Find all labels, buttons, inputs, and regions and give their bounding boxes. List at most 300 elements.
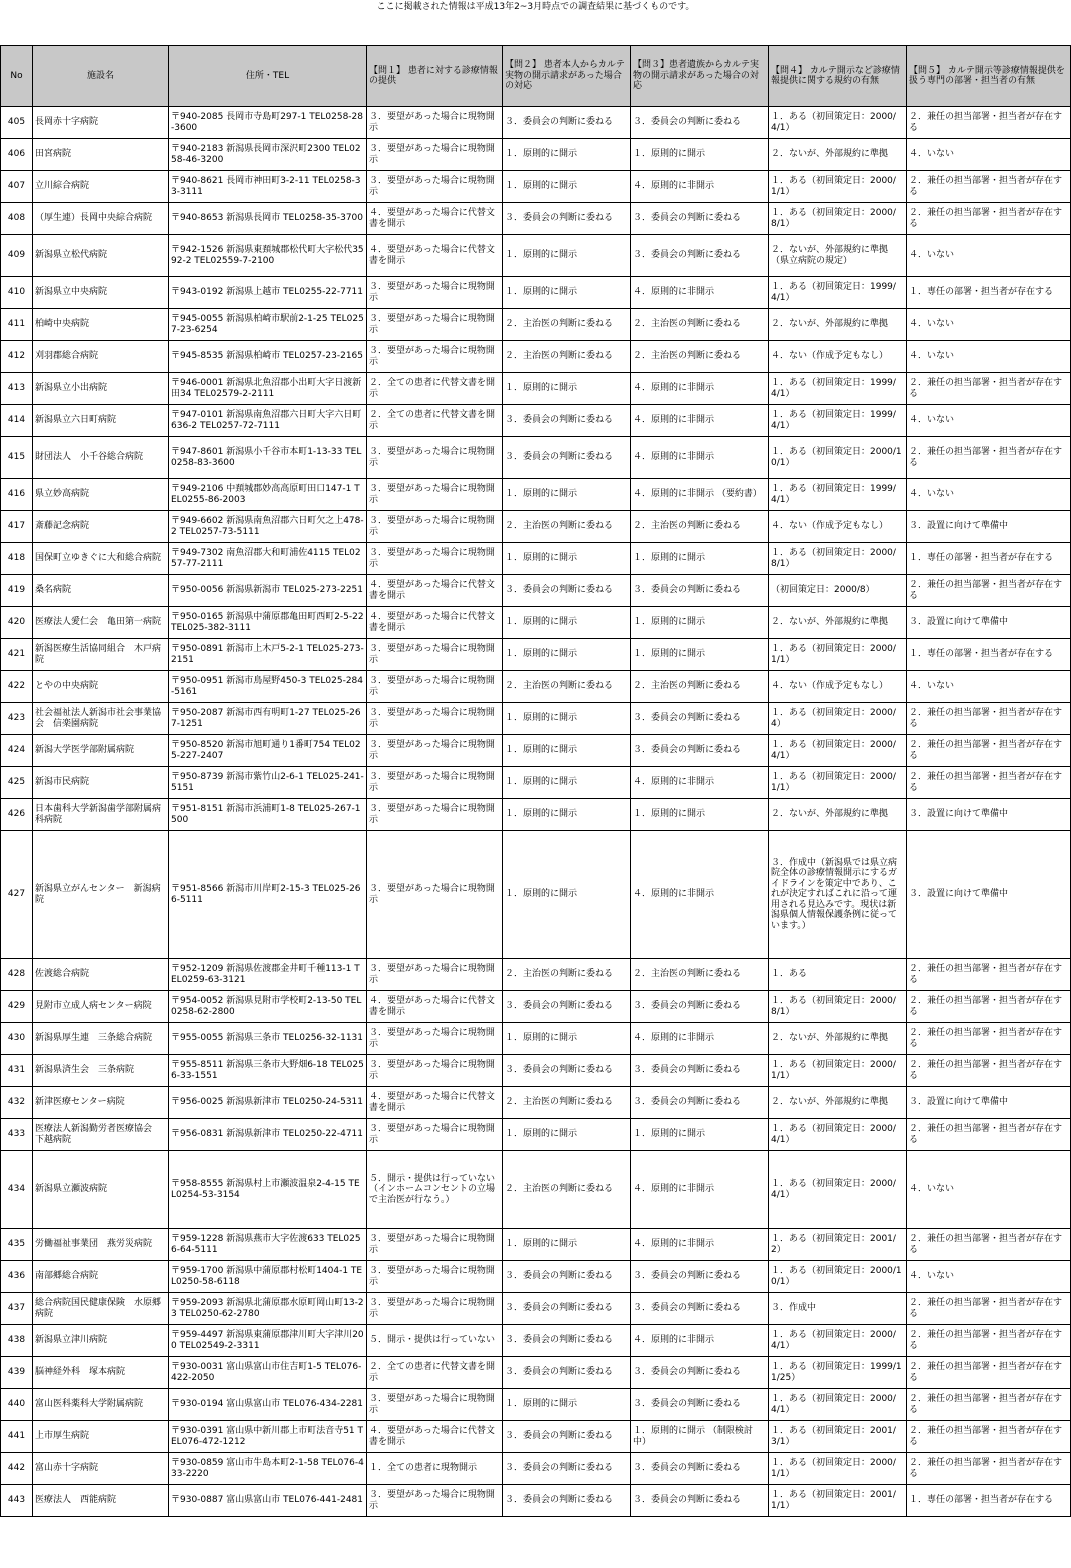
cell-q1: ３．要望があった場合に現物開示: [367, 1389, 503, 1421]
cell-q2: ３．委員会の判断に委ねる: [503, 1421, 631, 1453]
cell-addr: 〒950-8520 新潟市旭町通り1番町754 TEL025-227-2407: [169, 735, 367, 767]
cell-name: 新潟県立小出病院: [33, 373, 169, 405]
cell-q5: ２．兼任の担当部署・担当者が存在する: [907, 373, 1071, 405]
cell-no: 420: [1, 607, 33, 639]
cell-q4: １．ある（初回策定日：1999/4/1）: [769, 277, 907, 309]
cell-no: 423: [1, 703, 33, 735]
cell-no: 424: [1, 735, 33, 767]
table-row: [1, 703, 1071, 735]
cell-q1: ２．全ての患者に代替文書を開示: [367, 405, 503, 437]
cell-q3: ４．原則的に非開示: [631, 277, 769, 309]
cell-q5: ３．設置に向けて準備中: [907, 511, 1071, 543]
cell-q3: １．原則的に開示: [631, 1119, 769, 1151]
cell-q4: １．ある（初回策定日：2000/4/1）: [769, 1325, 907, 1357]
cell-no: 409: [1, 235, 33, 277]
cell-q5: １．専任の部署・担当者が存在する: [907, 277, 1071, 309]
cell-name: 新潟県立中央病院: [33, 277, 169, 309]
cell-q3: １．原則的に開示: [631, 607, 769, 639]
cell-q4: （初回策定日：2000/8）: [769, 575, 907, 607]
cell-no: 432: [1, 1087, 33, 1119]
cell-addr: 〒952-1209 新潟県佐渡郡金井町千種113-1 TEL0259-63-3121: [169, 959, 367, 991]
cell-addr: 〒930-0887 富山県富山市 TEL076-441-2481: [169, 1485, 367, 1517]
cell-name: 脳神経外科 塚本病院: [33, 1357, 169, 1389]
cell-q1: ４．要望があった場合に代替文書を開示: [367, 575, 503, 607]
cell-q1: ３．要望があった場合に現物開示: [367, 639, 503, 671]
cell-q3: ２．主治医の判断に委ねる: [631, 309, 769, 341]
cell-addr: 〒949-2106 中頚城郡妙高高原町田口147-1 TEL0255-86-2003: [169, 479, 367, 511]
cell-q5: ３．設置に向けて準備中: [907, 607, 1071, 639]
cell-name: 労働福祉事業団 燕労災病院: [33, 1229, 169, 1261]
cell-q4: ２．ないが、外部規約に準拠: [769, 309, 907, 341]
cell-name: 新潟大学医学部附属病院: [33, 735, 169, 767]
cell-q2: ２．主治医の判断に委ねる: [503, 959, 631, 991]
cell-q4: ４．ない（作成予定もなし）: [769, 671, 907, 703]
cell-addr: 〒942-1526 新潟県東頚城郡松代町大字松代3592-2 TEL02559-7-2100: [169, 235, 367, 277]
cell-addr: 〒959-2093 新潟県北蒲原郡水原町岡山町13-23 TEL0250-62-2780: [169, 1293, 367, 1325]
cell-q2: ２．主治医の判断に委ねる: [503, 341, 631, 373]
cell-q1: ５．開示・提供は行っていない（インホームコンセントの立場で主治医が行なう。）: [367, 1151, 503, 1229]
cell-q3: ４．原則的に非開示: [631, 1325, 769, 1357]
cell-no: 430: [1, 1023, 33, 1055]
cell-addr: 〒945-0055 新潟県柏崎市駅前2-1-25 TEL0257-23-6254: [169, 309, 367, 341]
cell-addr: 〒955-8511 新潟県三条市大野畑6-18 TEL0256-33-1551: [169, 1055, 367, 1087]
table-row: [1, 235, 1071, 277]
cell-addr: 〒959-1700 新潟県中蒲原郡村松町1404-1 TEL0250-58-6118: [169, 1261, 367, 1293]
table-row: [1, 575, 1071, 607]
cell-name: 新潟県立がんセンター 新潟病院: [33, 831, 169, 959]
cell-q2: ３．委員会の判断に委ねる: [503, 437, 631, 479]
cell-no: 407: [1, 171, 33, 203]
cell-q5: ２．兼任の担当部署・担当者が存在する: [907, 1229, 1071, 1261]
cell-q2: １．原則的に開示: [503, 479, 631, 511]
cell-addr: 〒956-0831 新潟県新津市 TEL0250-22-4711: [169, 1119, 367, 1151]
cell-q3: ３．委員会の判断に委ねる: [631, 1087, 769, 1119]
cell-q3: ３．委員会の判断に委ねる: [631, 1453, 769, 1485]
cell-q1: ３．要望があった場合に現物開示: [367, 543, 503, 575]
cell-q4: １．ある（初回策定日：2000/8/1）: [769, 543, 907, 575]
cell-q1: ３．要望があった場合に現物開示: [367, 799, 503, 831]
cell-q4: １．ある（初回策定日：2000/4）: [769, 703, 907, 735]
cell-q1: ３．要望があった場合に現物開示: [367, 703, 503, 735]
cell-name: とやの中央病院: [33, 671, 169, 703]
cell-addr: 〒950-0951 新潟市鳥屋野450-3 TEL025-284-5161: [169, 671, 367, 703]
cell-q4: １．ある（初回策定日：1999/4/1）: [769, 405, 907, 437]
table-row: [1, 1229, 1071, 1261]
col-header-q5: 【問５】 カルテ開示等診療情報提供を扱う専門の部署・担当者の有無: [907, 46, 1071, 107]
cell-q1: ３．要望があった場合に現物開示: [367, 1261, 503, 1293]
cell-name: 新潟県立松代病院: [33, 235, 169, 277]
cell-q1: １．全ての患者に現物開示: [367, 1453, 503, 1485]
cell-name: 社会福祉法人新潟市社会事業協会 信楽園病院: [33, 703, 169, 735]
cell-name: 県立妙高病院: [33, 479, 169, 511]
table-row: [1, 799, 1071, 831]
cell-no: 441: [1, 1421, 33, 1453]
table-row: [1, 479, 1071, 511]
cell-q4: ３．作成中（新潟県では県立病院全体の診療情報開示にするガイドラインを策定中であり、これが決定すればこれに沿って運用される見込みです。現状は新潟県個人情報保護条例に従っています。）: [769, 831, 907, 959]
cell-q1: ３．要望があった場合に現物開示: [367, 1119, 503, 1151]
cell-name: 立川綜合病院: [33, 171, 169, 203]
cell-q2: １．原則的に開示: [503, 1023, 631, 1055]
table-row: [1, 639, 1071, 671]
cell-q3: ４．原則的に非開示 （要約書）: [631, 479, 769, 511]
cell-name: 医療法人愛仁会 亀田第一病院: [33, 607, 169, 639]
cell-addr: 〒940-8653 新潟県長岡市 TEL0258-35-3700: [169, 203, 367, 235]
cell-no: 410: [1, 277, 33, 309]
cell-q4: １．ある（初回策定日：2000/1/1）: [769, 1453, 907, 1485]
table-row: [1, 373, 1071, 405]
cell-q1: ４．要望があった場合に代替文書を開示: [367, 203, 503, 235]
col-header-address: 住所・TEL: [169, 46, 367, 107]
cell-name: 新潟県立瀬波病院: [33, 1151, 169, 1229]
cell-q1: ３．要望があった場合に現物開示: [367, 277, 503, 309]
cell-name: （厚生連）長岡中央綜合病院: [33, 203, 169, 235]
table-row: [1, 171, 1071, 203]
cell-q5: ２．兼任の担当部署・担当者が存在する: [907, 1023, 1071, 1055]
cell-q2: １．原則的に開示: [503, 277, 631, 309]
cell-addr: 〒950-0891 新潟市上木戸5-2-1 TEL025-273-2151: [169, 639, 367, 671]
cell-name: 長岡赤十字病院: [33, 107, 169, 139]
cell-q3: ２．主治医の判断に委ねる: [631, 341, 769, 373]
table-row: [1, 341, 1071, 373]
cell-q4: ２．ないが、外部規約に準拠: [769, 799, 907, 831]
cell-q4: １．ある（初回策定日：2000/8/1）: [769, 203, 907, 235]
cell-q2: ３．委員会の判断に委ねる: [503, 1055, 631, 1087]
cell-q5: ４．いない: [907, 479, 1071, 511]
cell-q5: ２．兼任の担当部署・担当者が存在する: [907, 437, 1071, 479]
cell-q4: １．ある（初回策定日：2000/4/1）: [769, 735, 907, 767]
cell-q5: ２．兼任の担当部署・担当者が存在する: [907, 735, 1071, 767]
cell-q2: １．原則的に開示: [503, 607, 631, 639]
cell-q1: ３．要望があった場合に現物開示: [367, 831, 503, 959]
cell-q5: ４．いない: [907, 309, 1071, 341]
cell-q4: １．ある（初回策定日：2000/1/1）: [769, 1055, 907, 1087]
cell-q4: ２．ないが、外部規約に準拠: [769, 1023, 907, 1055]
cell-q3: ４．原則的に非開示: [631, 1229, 769, 1261]
cell-no: 428: [1, 959, 33, 991]
col-header-q3: 【問３】患者遺族からカルテ実物の開示請求があった場合の対応: [631, 46, 769, 107]
cell-no: 408: [1, 203, 33, 235]
table-row: [1, 511, 1071, 543]
cell-q5: ２．兼任の担当部署・担当者が存在する: [907, 203, 1071, 235]
cell-q2: ３．委員会の判断に委ねる: [503, 1261, 631, 1293]
cell-no: 431: [1, 1055, 33, 1087]
table-row: [1, 405, 1071, 437]
cell-q5: １．専任の部署・担当者が存在する: [907, 639, 1071, 671]
cell-addr: 〒946-0001 新潟県北魚沼郡小出町大字日渡新田34 TEL02579-2-2111: [169, 373, 367, 405]
cell-q1: ３．要望があった場合に現物開示: [367, 341, 503, 373]
cell-addr: 〒930-0194 富山県富山市 TEL076-434-2281: [169, 1389, 367, 1421]
cell-addr: 〒959-4497 新潟県東蒲原郡津川町大字津川200 TEL02549-2-3311: [169, 1325, 367, 1357]
cell-q1: ５．開示・提供は行っていない: [367, 1325, 503, 1357]
cell-addr: 〒950-2087 新潟市西有明町1-27 TEL025-267-1251: [169, 703, 367, 735]
cell-q3: ４．原則的に非開示: [631, 437, 769, 479]
cell-q5: ２．兼任の担当部署・担当者が存在する: [907, 1389, 1071, 1421]
cell-q3: ３．委員会の判断に委ねる: [631, 1389, 769, 1421]
cell-name: 富山医科薬科大学附属病院: [33, 1389, 169, 1421]
cell-name: 田宮病院: [33, 139, 169, 171]
cell-q1: ３．要望があった場合に現物開示: [367, 1229, 503, 1261]
cell-no: 405: [1, 107, 33, 139]
cell-q4: １．ある（初回策定日：2001/3/1）: [769, 1421, 907, 1453]
cell-q5: １．専任の部署・担当者が存在する: [907, 1485, 1071, 1517]
cell-q3: ４．原則的に非開示: [631, 373, 769, 405]
cell-q4: １．ある（初回策定日：2001/2）: [769, 1229, 907, 1261]
cell-q5: ２．兼任の担当部署・担当者が存在する: [907, 1453, 1071, 1485]
cell-q5: ２．兼任の担当部署・担当者が存在する: [907, 703, 1071, 735]
cell-q2: ２．主治医の判断に委ねる: [503, 671, 631, 703]
cell-q1: ３．要望があった場合に現物開示: [367, 959, 503, 991]
table-row: [1, 1485, 1071, 1517]
cell-q3: １．原則的に開示: [631, 543, 769, 575]
cell-q3: ４．原則的に非開示: [631, 767, 769, 799]
cell-name: 新潟県立津川病院: [33, 1325, 169, 1357]
cell-q3: ４．原則的に非開示: [631, 171, 769, 203]
table-row: [1, 1325, 1071, 1357]
col-header-q4: 【問４】 カルテ開示など診療情報提供に関する規約の有無: [769, 46, 907, 107]
cell-q2: １．原則的に開示: [503, 1229, 631, 1261]
cell-q1: ３．要望があった場合に現物開示: [367, 171, 503, 203]
cell-no: 439: [1, 1357, 33, 1389]
cell-q2: １．原則的に開示: [503, 1119, 631, 1151]
cell-addr: 〒947-8601 新潟県小千谷市本町1-13-33 TEL0258-83-3600: [169, 437, 367, 479]
cell-q2: ３．委員会の判断に委ねる: [503, 203, 631, 235]
cell-q4: １．ある（初回策定日：2000/10/1）: [769, 437, 907, 479]
cell-q3: ３．委員会の判断に委ねる: [631, 1261, 769, 1293]
cell-q2: ２．主治医の判断に委ねる: [503, 309, 631, 341]
cell-no: 429: [1, 991, 33, 1023]
cell-no: 437: [1, 1293, 33, 1325]
cell-q2: １．原則的に開示: [503, 703, 631, 735]
cell-addr: 〒958-8555 新潟県村上市瀬波温泉2-4-15 TEL0254-53-3154: [169, 1151, 367, 1229]
cell-addr: 〒947-0101 新潟県南魚沼郡六日町大字六日町636-2 TEL0257-72-7111: [169, 405, 367, 437]
table-row: [1, 1261, 1071, 1293]
cell-name: 新潟県厚生連 三条総合病院: [33, 1023, 169, 1055]
cell-q2: １．原則的に開示: [503, 235, 631, 277]
table-row: [1, 437, 1071, 479]
cell-q4: １．ある（初回策定日：2001/1/1）: [769, 1485, 907, 1517]
cell-q4: １．ある: [769, 959, 907, 991]
cell-q3: １．原則的に開示: [631, 139, 769, 171]
table-row: [1, 1151, 1071, 1229]
cell-addr: 〒930-0391 富山県中新川郡上市町法音寺51 TEL076-472-1212: [169, 1421, 367, 1453]
col-header-q1: 【問１】 患者に対する診療情報の提供: [367, 46, 503, 107]
table-row: [1, 607, 1071, 639]
cell-addr: 〒940-2085 長岡市寺島町297-1 TEL0258-28-3600: [169, 107, 367, 139]
cell-q1: ３．要望があった場合に現物開示: [367, 767, 503, 799]
cell-no: 435: [1, 1229, 33, 1261]
cell-no: 415: [1, 437, 33, 479]
cell-addr: 〒950-0056 新潟県新潟市 TEL025-273-2251: [169, 575, 367, 607]
table-row: [1, 1421, 1071, 1453]
cell-q5: ４．いない: [907, 341, 1071, 373]
cell-q2: １．原則的に開示: [503, 639, 631, 671]
table-row: [1, 1293, 1071, 1325]
cell-q1: ３．要望があった場合に現物開示: [367, 1485, 503, 1517]
cell-q1: ３．要望があった場合に現物開示: [367, 1055, 503, 1087]
cell-q1: ２．全ての患者に代替文書を開示: [367, 373, 503, 405]
cell-q2: ３．委員会の判断に委ねる: [503, 1453, 631, 1485]
table-row: [1, 1357, 1071, 1389]
cell-no: 440: [1, 1389, 33, 1421]
cell-q4: １．ある（初回策定日：2000/10/1）: [769, 1261, 907, 1293]
cell-q2: １．原則的に開示: [503, 373, 631, 405]
cell-no: 433: [1, 1119, 33, 1151]
cell-no: 426: [1, 799, 33, 831]
cell-q3: ４．原則的に非開示: [631, 1151, 769, 1229]
cell-name: 総合病院国民健康保険 水原郷病院: [33, 1293, 169, 1325]
cell-no: 427: [1, 831, 33, 959]
cell-q2: １．原則的に開示: [503, 171, 631, 203]
cell-q3: ２．主治医の判断に委ねる: [631, 959, 769, 991]
cell-q2: ３．委員会の判断に委ねる: [503, 1485, 631, 1517]
table-row: [1, 1389, 1071, 1421]
cell-addr: 〒951-8566 新潟市川岸町2-15-3 TEL025-266-5111: [169, 831, 367, 959]
cell-q4: １．ある（初回策定日：2000/1/1）: [769, 639, 907, 671]
cell-q5: ２．兼任の担当部署・担当者が存在する: [907, 1055, 1071, 1087]
cell-q4: １．ある（初回策定日：2000/4/1）: [769, 1119, 907, 1151]
cell-name: 柏崎中央病院: [33, 309, 169, 341]
cell-q1: ３．要望があった場合に現物開示: [367, 139, 503, 171]
cell-q2: １．原則的に開示: [503, 139, 631, 171]
cell-name: 斎藤記念病院: [33, 511, 169, 543]
cell-addr: 〒954-0052 新潟県見附市学校町2-13-50 TEL0258-62-2800: [169, 991, 367, 1023]
cell-q5: ３．設置に向けて準備中: [907, 831, 1071, 959]
cell-name: 新潟県立六日町病院: [33, 405, 169, 437]
cell-q2: １．原則的に開示: [503, 767, 631, 799]
cell-no: 418: [1, 543, 33, 575]
cell-q4: ２．ないが、外部規約に準拠: [769, 1087, 907, 1119]
cell-name: 刈羽郡総合病院: [33, 341, 169, 373]
cell-q4: １．ある（初回策定日：1999/4/1）: [769, 479, 907, 511]
cell-q5: ２．兼任の担当部署・担当者が存在する: [907, 107, 1071, 139]
table-row: [1, 1453, 1071, 1485]
cell-name: 富山赤十字病院: [33, 1453, 169, 1485]
cell-q5: ２．兼任の担当部署・担当者が存在する: [907, 1421, 1071, 1453]
cell-q4: １．ある（初回策定日：2000/4/1）: [769, 1389, 907, 1421]
cell-name: 日本歯科大学新潟歯学部附属病科病院: [33, 799, 169, 831]
cell-q1: ３．要望があった場合に現物開示: [367, 671, 503, 703]
cell-q3: ３．委員会の判断に委ねる: [631, 1357, 769, 1389]
cell-q5: ２．兼任の担当部署・担当者が存在する: [907, 767, 1071, 799]
cell-name: 新潟県済生会 三条病院: [33, 1055, 169, 1087]
cell-q1: ３．要望があった場合に現物開示: [367, 479, 503, 511]
cell-q5: ２．兼任の担当部署・担当者が存在する: [907, 1357, 1071, 1389]
cell-q2: １．原則的に開示: [503, 831, 631, 959]
table-row: [1, 959, 1071, 991]
cell-q5: ４．いない: [907, 671, 1071, 703]
cell-q2: ３．委員会の判断に委ねる: [503, 1325, 631, 1357]
cell-q3: １．原則的に開示: [631, 799, 769, 831]
cell-q5: ４．いない: [907, 139, 1071, 171]
cell-q4: ２．ないが、外部規約に準拠（県立病院の規定）: [769, 235, 907, 277]
cell-q1: ４．要望があった場合に代替文書を開示: [367, 607, 503, 639]
cell-q2: １．原則的に開示: [503, 1389, 631, 1421]
cell-q5: ３．設置に向けて準備中: [907, 1087, 1071, 1119]
cell-q3: ３．委員会の判断に委ねる: [631, 235, 769, 277]
table-row: [1, 1119, 1071, 1151]
cell-q5: ２．兼任の担当部署・担当者が存在する: [907, 1119, 1071, 1151]
cell-q5: ２．兼任の担当部署・担当者が存在する: [907, 1293, 1071, 1325]
cell-q2: ３．委員会の判断に委ねる: [503, 1293, 631, 1325]
cell-name: 財団法人 小千谷総合病院: [33, 437, 169, 479]
cell-q3: １．原則的に開示 （制限検討中）: [631, 1421, 769, 1453]
col-header-q2: 【問２】 患者本人からカルテ実物の開示請求があった場合の対応: [503, 46, 631, 107]
cell-q2: ２．主治医の判断に委ねる: [503, 1087, 631, 1119]
cell-no: 406: [1, 139, 33, 171]
cell-q3: ３．委員会の判断に委ねる: [631, 1055, 769, 1087]
cell-no: 436: [1, 1261, 33, 1293]
cell-addr: 〒956-0025 新潟県新津市 TEL0250-24-5311: [169, 1087, 367, 1119]
cell-q3: ２．主治医の判断に委ねる: [631, 671, 769, 703]
cell-q1: ４．要望があった場合に代替文書を開示: [367, 235, 503, 277]
cell-q5: ４．いない: [907, 405, 1071, 437]
table-row: [1, 107, 1071, 139]
cell-q3: ４．原則的に非開示: [631, 405, 769, 437]
cell-q1: ４．要望があった場合に代替文書を開示: [367, 1421, 503, 1453]
cell-q3: ３．委員会の判断に委ねる: [631, 991, 769, 1023]
cell-addr: 〒951-8151 新潟市浜浦町1-8 TEL025-267-1500: [169, 799, 367, 831]
cell-name: 桑名病院: [33, 575, 169, 607]
cell-q3: ３．委員会の判断に委ねる: [631, 203, 769, 235]
cell-no: 416: [1, 479, 33, 511]
cell-q4: ３．作成中: [769, 1293, 907, 1325]
cell-q5: ３．設置に向けて準備中: [907, 799, 1071, 831]
table-row: [1, 543, 1071, 575]
cell-q1: ２．全ての患者に代替文書を開示: [367, 1357, 503, 1389]
cell-no: 412: [1, 341, 33, 373]
cell-addr: 〒949-7302 南魚沼郡大和町浦佐4115 TEL0257-77-2111: [169, 543, 367, 575]
table-row: [1, 277, 1071, 309]
cell-name: 新潟医療生活協同組合 木戸病院: [33, 639, 169, 671]
cell-no: 438: [1, 1325, 33, 1357]
cell-q2: ３．委員会の判断に委ねる: [503, 405, 631, 437]
cell-q5: ４．いない: [907, 1261, 1071, 1293]
cell-q1: ３．要望があった場合に現物開示: [367, 1023, 503, 1055]
cell-q5: １．専任の部署・担当者が存在する: [907, 543, 1071, 575]
cell-name: 国保町立ゆきぐに大和総合病院: [33, 543, 169, 575]
cell-no: 411: [1, 309, 33, 341]
cell-q1: ３．要望があった場合に現物開示: [367, 437, 503, 479]
cell-q2: ２．主治医の判断に委ねる: [503, 1151, 631, 1229]
cell-q3: ４．原則的に非開示: [631, 1023, 769, 1055]
hospital-survey-table: [0, 45, 1071, 1517]
cell-q4: ２．ないが、外部規約に準拠: [769, 607, 907, 639]
cell-q3: ３．委員会の判断に委ねる: [631, 575, 769, 607]
cell-name: 医療法人新潟勤労者医療協会 下越病院: [33, 1119, 169, 1151]
cell-q1: ４．要望があった場合に代替文書を開示: [367, 991, 503, 1023]
cell-addr: 〒945-8535 新潟県柏崎市 TEL0257-23-2165: [169, 341, 367, 373]
cell-q5: ２．兼任の担当部署・担当者が存在する: [907, 171, 1071, 203]
cell-name: 医療法人 西能病院: [33, 1485, 169, 1517]
cell-q4: １．ある（初回策定日：1999/11/25）: [769, 1357, 907, 1389]
cell-addr: 〒940-2183 新潟県長岡市深沢町2300 TEL0258-46-3200: [169, 139, 367, 171]
cell-no: 413: [1, 373, 33, 405]
cell-q1: ３．要望があった場合に現物開示: [367, 1293, 503, 1325]
cell-q3: ３．委員会の判断に委ねる: [631, 1293, 769, 1325]
cell-name: 見附市立成人病センター病院: [33, 991, 169, 1023]
cell-q4: １．ある（初回策定日：2000/1/1）: [769, 171, 907, 203]
cell-q2: ３．委員会の判断に委ねる: [503, 1357, 631, 1389]
cell-q5: ２．兼任の担当部署・担当者が存在する: [907, 575, 1071, 607]
cell-q2: １．原則的に開示: [503, 543, 631, 575]
cell-no: 419: [1, 575, 33, 607]
table-row: [1, 203, 1071, 235]
cell-q5: ２．兼任の担当部署・担当者が存在する: [907, 991, 1071, 1023]
table-row: [1, 831, 1071, 959]
cell-q4: １．ある（初回策定日：1999/4/1）: [769, 373, 907, 405]
cell-q4: １．ある（初回策定日：2000/4/1）: [769, 1151, 907, 1229]
cell-q3: １．原則的に開示: [631, 639, 769, 671]
